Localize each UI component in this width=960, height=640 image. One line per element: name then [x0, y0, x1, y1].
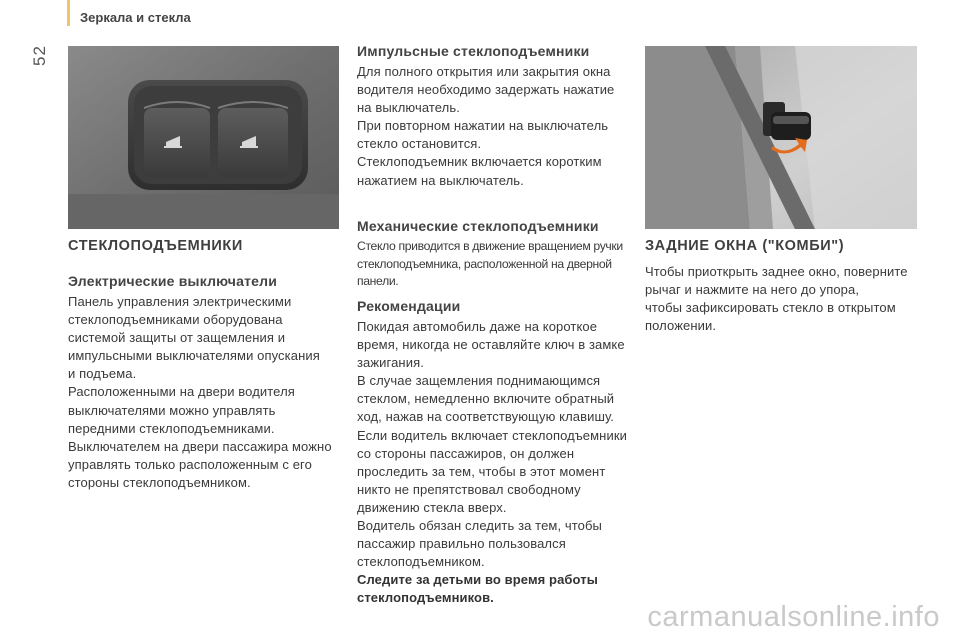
page-number: 52 [30, 45, 49, 66]
mechanical-windows-text: Стекло приводится в движение вращением ручки стеклоподъемника, расположенной на дверной панели. [357, 239, 623, 288]
rear-windows-text: Чтобы приоткрыть заднее окно, поверните рычаг и нажмите на него до упора, чтобы зафиксировать стекло в открытом положении. [645, 264, 908, 334]
site-watermark: carmanualsonline.info [647, 601, 940, 633]
windows-heading: СТЕКЛОПОДЪЕМНИКИ [68, 238, 243, 254]
window-switches-illustration [68, 46, 339, 229]
child-safety-warning: Следите за детьми во время работы [357, 572, 598, 588]
impulse-windows-text: Для полного открытия или закрытия окна водителя необходимо задержать нажатие на выключатель. При повторном нажатии на выключатель стекло остановится. Стеклоподъемник включается коротким нажатием на выключатель. [357, 64, 615, 188]
rear-window-latch-photo [645, 46, 917, 229]
rear-window-latch-illustration [645, 46, 917, 229]
section-accent-bar [67, 0, 70, 26]
electric-switches-subheading: Электрические выключатели [68, 273, 278, 289]
window-switches-photo [68, 46, 339, 229]
rear-windows-heading: ЗАДНИЕ ОКНА ("КОМБИ") [645, 238, 845, 254]
recommendations-heading: Рекомендации [357, 298, 461, 314]
section-title: Зеркала и стекла [80, 10, 191, 25]
electric-switches-text: Панель управления электрическими стеклоподъемниками оборудована системой защиты от защемления и импульсными выключателями опускания и подъема. Расположенными на двери водителя выключателями можно управлять передними стеклоподъемниками. Выключателем на двери пассажира можно управлять только расположенным с его стороны стеклоподъемником. [68, 294, 332, 490]
impulse-windows-heading: Импульсные стеклоподъемники [357, 43, 590, 59]
mechanical-windows-heading: Механические стеклоподъемники [357, 218, 599, 234]
recommendations-text: Покидая автомобиль даже на короткое время, никогда не оставляйте ключ в замке зажигания. В случае защемления поднимающимся стеклом, немедленно включите обратный ход, нажав на соответствующую клавишу. Если водитель включает стеклоподъемники со стороны пассажиров, он должен проследить за тем, чтобы в этот момент никто не препятствовал свободному движению стекла вверх. Водитель обязан следить за тем, чтобы пассажир правильно пользовался стеклоподъемником. Следите за детьми во время работы стеклоподъемников. [357, 318, 642, 608]
